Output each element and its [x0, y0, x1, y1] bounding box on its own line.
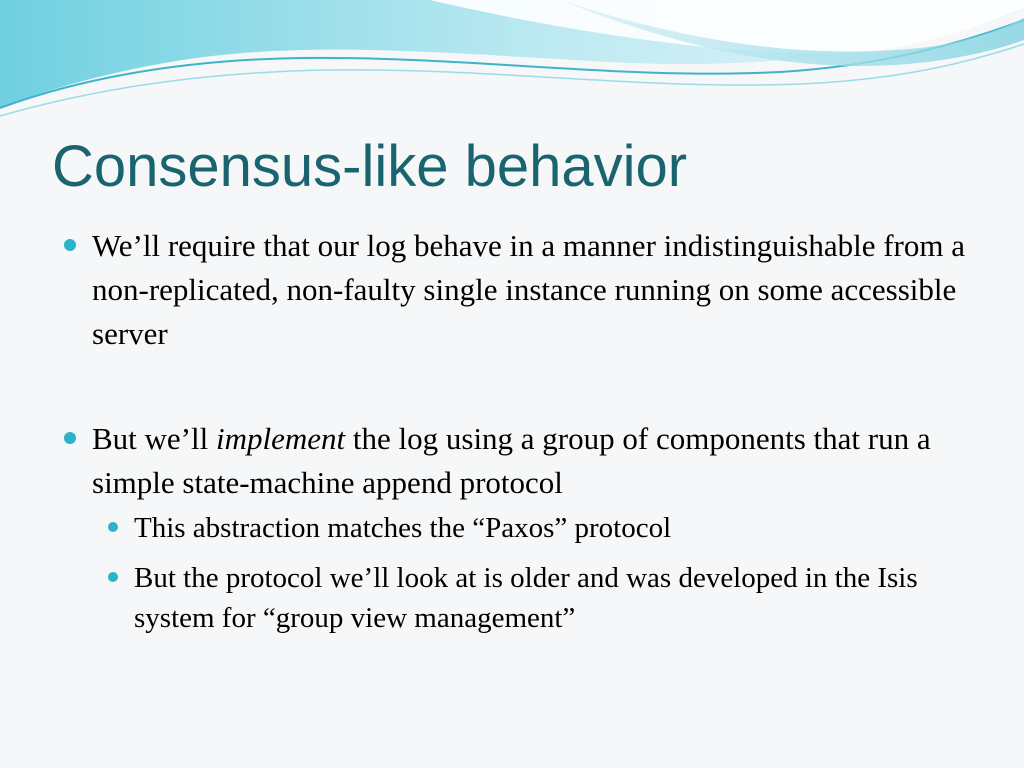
sub-bullet-item: [62, 558, 982, 638]
bullet-text-lead: But we’ll: [92, 421, 216, 456]
bullet-dot-icon: [64, 432, 76, 444]
bullet-text-rest: the log using a group of components that run a simple state-machine append protocol: [92, 421, 931, 500]
bullet-text-emphasis: implement: [216, 421, 346, 456]
bullet-item: [62, 417, 982, 505]
slide-title: Consensus-like behavior: [52, 134, 688, 199]
bullet-text: We’ll require that our log behave in a manner indistinguishable from a non-replicated, non-faulty single instance running on some accessible server: [92, 228, 965, 351]
sub-bullet-item: [62, 508, 982, 548]
sub-bullet-dot-icon: [108, 572, 118, 582]
decorative-wave-header: [0, 0, 1024, 130]
bullet-item: [62, 224, 982, 356]
sub-bullet-text: This abstraction matches the “Paxos” protocol: [134, 512, 672, 544]
sub-bullet-dot-icon: [108, 522, 118, 532]
slide-body: [62, 224, 982, 638]
sub-bullet-text: But the protocol we’ll look at is older and was developed in the Isis system for “group view management”: [134, 562, 918, 634]
bullet-dot-icon: [64, 239, 76, 251]
